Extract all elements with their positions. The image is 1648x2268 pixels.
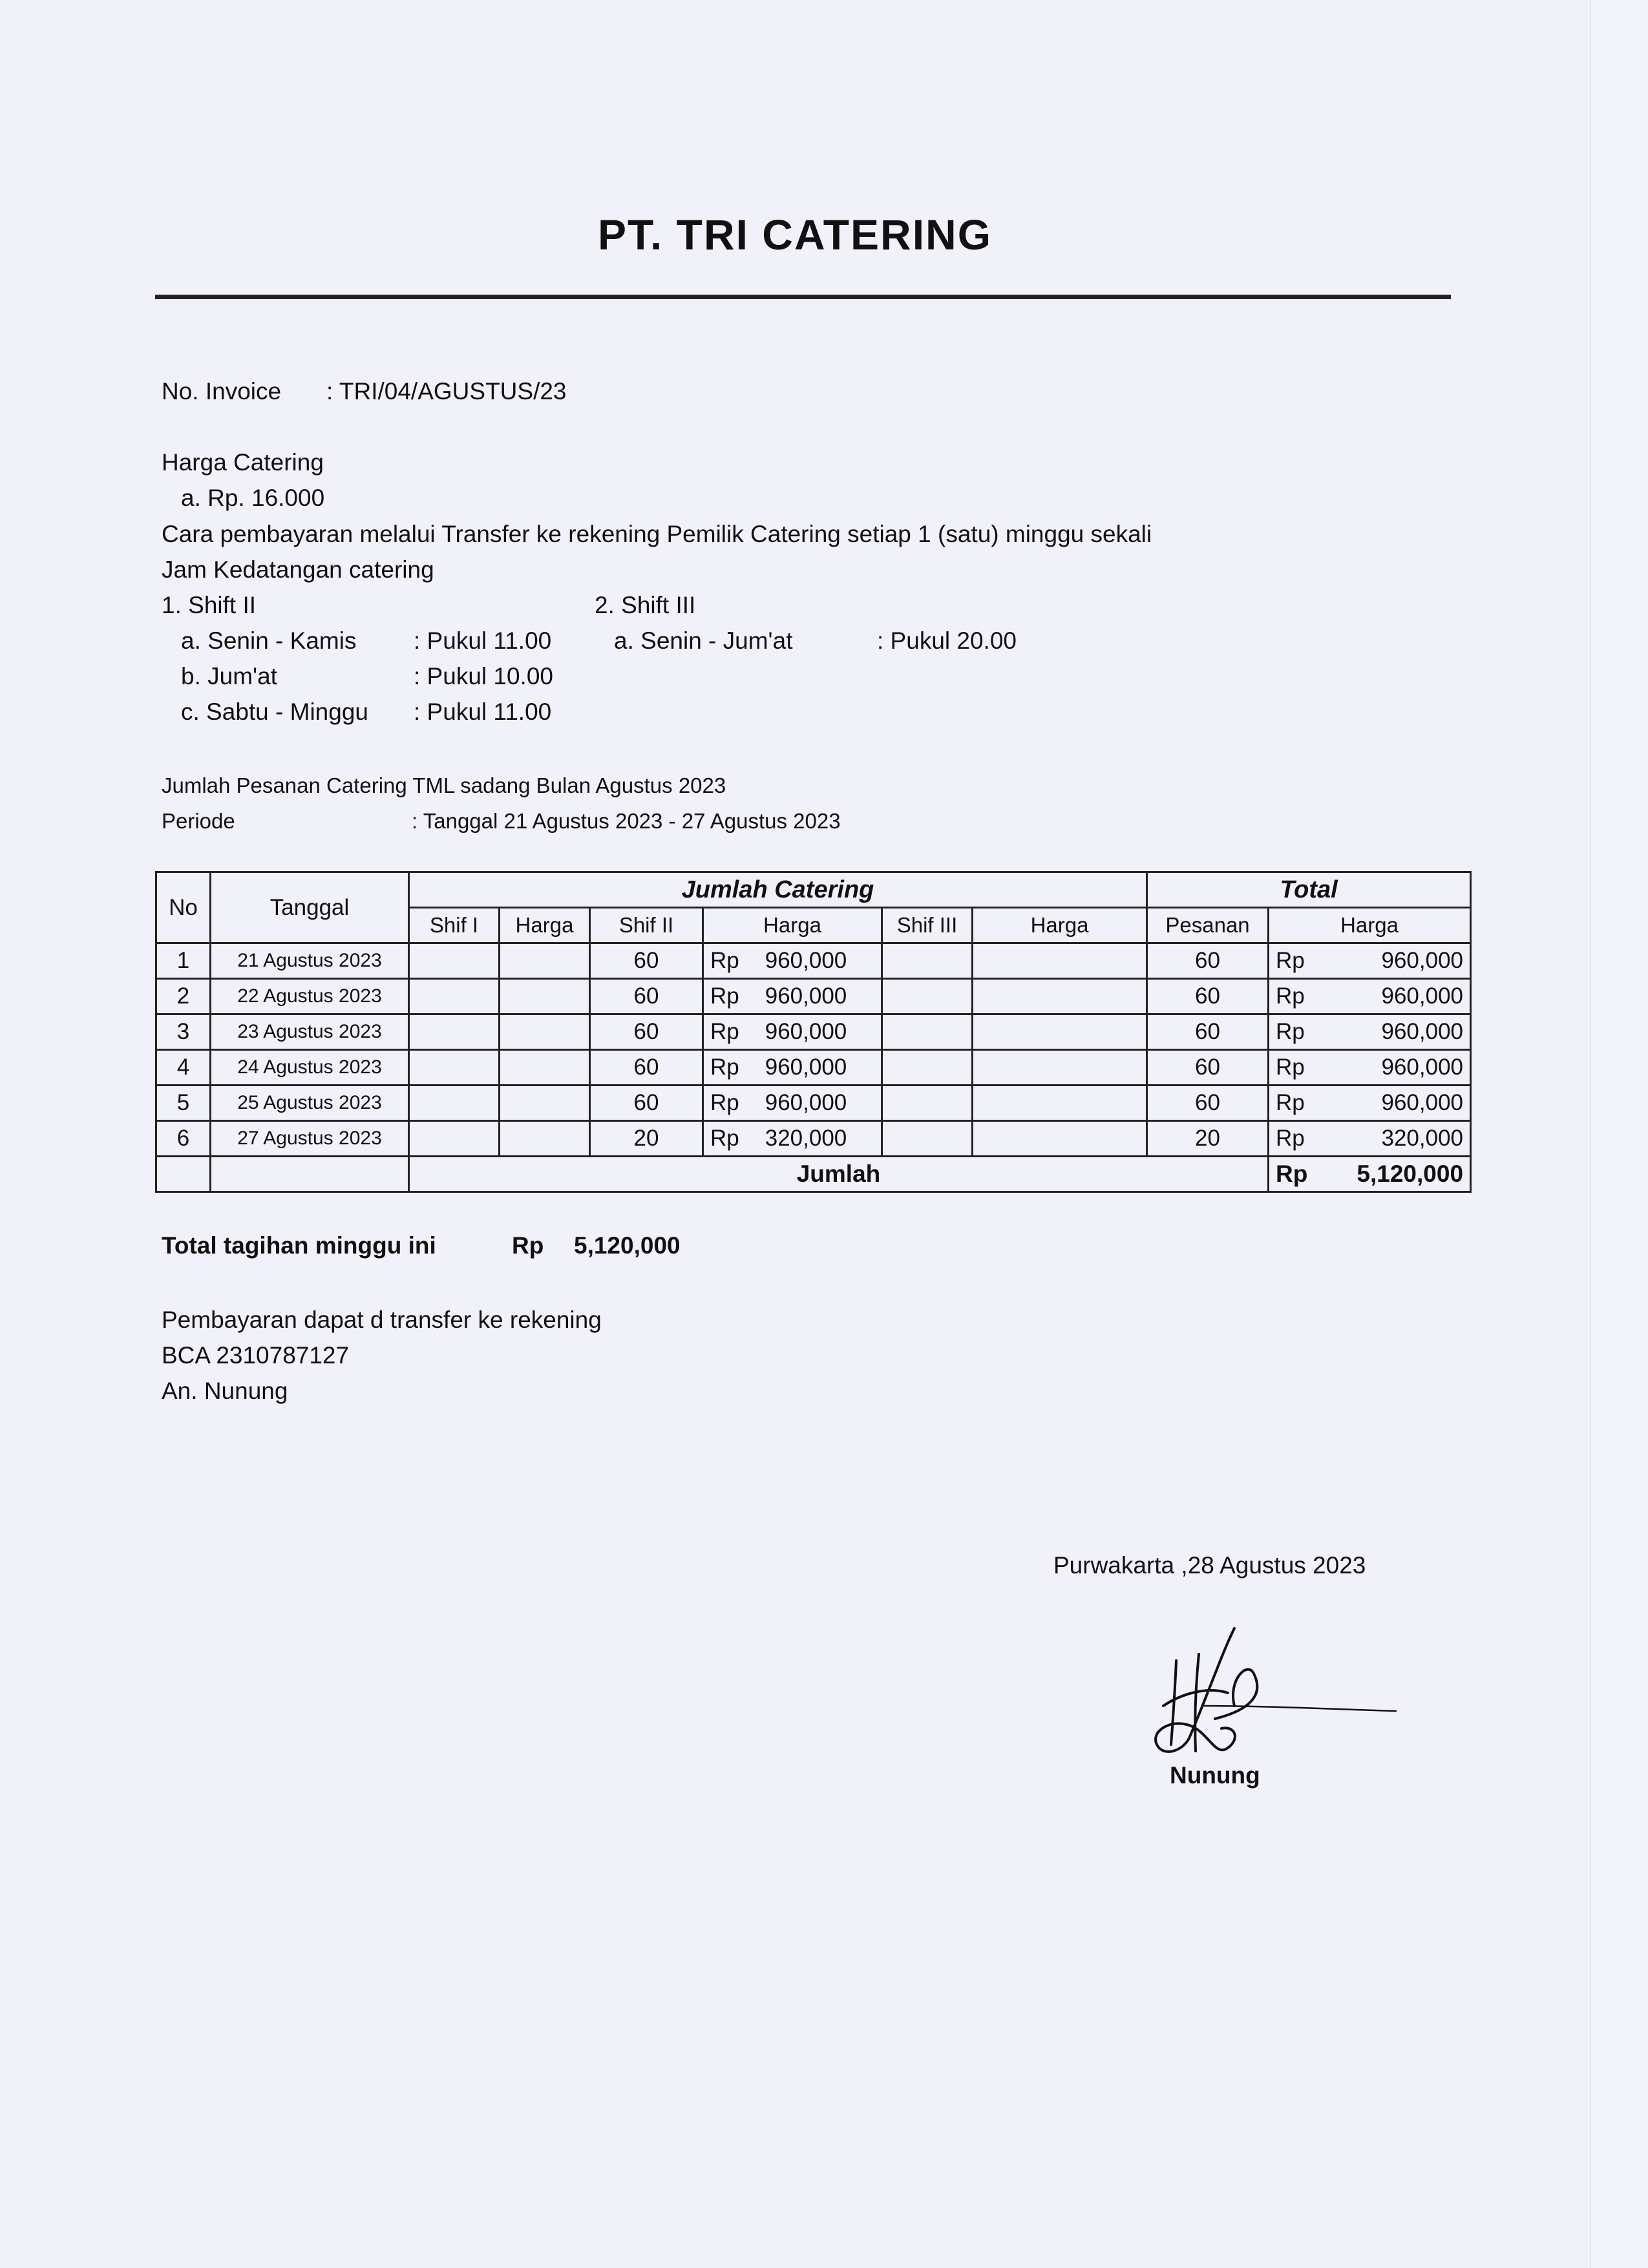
signature-icon (1137, 1615, 1409, 1770)
currency: Rp (1276, 1160, 1308, 1187)
cell-harga2 (703, 1050, 882, 1086)
shift2-day: a. Senin - Kamis (181, 627, 357, 654)
total-bill-currency: Rp (512, 1232, 544, 1259)
currency: Rp (1276, 983, 1305, 1009)
cell-shif2: 60 (590, 1086, 703, 1121)
periode-value: : Tanggal 21 Agustus 2023 - 27 Agustus 2023 (412, 809, 841, 833)
periode-label: Periode (162, 809, 235, 833)
cell-harga1 (500, 1086, 590, 1121)
cell-tanggal: 22 Agustus 2023 (211, 979, 409, 1014)
cell-harga3 (973, 943, 1147, 979)
amount: 960,000 (1381, 983, 1464, 1009)
catering-table (155, 871, 1472, 1193)
cell-tanggal: 21 Agustus 2023 (211, 943, 409, 979)
cell-total (1269, 1014, 1471, 1050)
signer-name: Nunung (1170, 1762, 1260, 1789)
shift2-time: : Pukul 11.00 (414, 627, 552, 654)
bank-account: BCA 2310787127 (162, 1342, 350, 1369)
cell-grand-total (1269, 1157, 1471, 1192)
header-rule (155, 295, 1451, 299)
currency: Rp (1276, 1126, 1305, 1151)
cell-no: 2 (156, 979, 211, 1014)
amount: 960,000 (765, 983, 847, 1009)
amount: 960,000 (1381, 1090, 1464, 1115)
cell-empty (156, 1157, 211, 1192)
table-row (156, 1050, 1471, 1086)
currency: Rp (710, 1055, 739, 1080)
currency: Rp (710, 1126, 739, 1151)
cell-no: 4 (156, 1050, 211, 1086)
cell-harga2 (703, 1086, 882, 1121)
price-item-a: a. Rp. 16.000 (181, 485, 325, 511)
cell-shif2: 60 (590, 1014, 703, 1050)
table-total-row (156, 1157, 1471, 1192)
col-total: Total (1147, 872, 1471, 908)
amount: 960,000 (765, 1019, 847, 1044)
currency: Rp (710, 948, 739, 973)
amount: 960,000 (1381, 948, 1464, 973)
col-jumlah-catering: Jumlah Catering (409, 872, 1147, 908)
cell-harga3 (973, 1121, 1147, 1157)
cell-shif1 (409, 1086, 500, 1121)
cell-no: 5 (156, 1086, 211, 1121)
shift2-time: : Pukul 10.00 (414, 663, 553, 689)
currency: Rp (1276, 1055, 1305, 1080)
amount: 960,000 (1381, 1055, 1464, 1080)
table-row (156, 979, 1471, 1014)
cell-shif3 (882, 943, 973, 979)
cell-harga1 (500, 1050, 590, 1086)
cell-total (1269, 1121, 1471, 1157)
currency: Rp (710, 983, 739, 1009)
cell-shif3 (882, 1121, 973, 1157)
invoice-label: No. Invoice (162, 378, 282, 404)
shift3-title: 2. Shift III (595, 592, 696, 618)
transfer-line: Pembayaran dapat d transfer ke rekening (162, 1307, 602, 1333)
col-harga-total: Harga (1269, 908, 1471, 943)
currency: Rp (710, 1019, 739, 1044)
cell-shif3 (882, 979, 973, 1014)
cell-shif1 (409, 943, 500, 979)
cell-pesanan: 60 (1147, 1050, 1269, 1086)
col-harga2: Harga (703, 908, 882, 943)
cell-total (1269, 1086, 1471, 1121)
cell-pesanan: 60 (1147, 979, 1269, 1014)
shift2-day: c. Sabtu - Minggu (181, 698, 368, 725)
amount: 960,000 (765, 948, 847, 973)
shift3-time: : Pukul 20.00 (877, 627, 1017, 654)
payment-method: Cara pembayaran melalui Transfer ke rekening Pemilik Catering setiap 1 (satu) minggu sekali (162, 521, 1152, 547)
cell-total (1269, 1050, 1471, 1086)
cell-tanggal: 27 Agustus 2023 (211, 1121, 409, 1157)
col-shif2: Shif II (590, 908, 703, 943)
cell-pesanan: 20 (1147, 1121, 1269, 1157)
cell-harga1 (500, 979, 590, 1014)
cell-shif3 (882, 1014, 973, 1050)
cell-tanggal: 23 Agustus 2023 (211, 1014, 409, 1050)
cell-harga2 (703, 1014, 882, 1050)
cell-shif2: 20 (590, 1121, 703, 1157)
cell-harga3 (973, 1014, 1147, 1050)
shift2-title: 1. Shift II (162, 592, 257, 618)
amount: 5,120,000 (1357, 1160, 1464, 1187)
cell-total (1269, 979, 1471, 1014)
table-row (156, 1014, 1471, 1050)
col-tanggal: Tanggal (211, 872, 409, 943)
amount: 960,000 (1381, 1019, 1464, 1044)
cell-shif3 (882, 1050, 973, 1086)
currency: Rp (710, 1090, 739, 1115)
cell-tanggal: 25 Agustus 2023 (211, 1086, 409, 1121)
cell-harga2 (703, 1121, 882, 1157)
table-header-row (156, 872, 1471, 908)
cell-pesanan: 60 (1147, 1014, 1269, 1050)
table-row (156, 1086, 1471, 1121)
cell-empty (211, 1157, 409, 1192)
amount: 960,000 (765, 1055, 847, 1080)
col-no: No (156, 872, 211, 943)
col-harga3: Harga (973, 908, 1147, 943)
cell-shif1 (409, 1014, 500, 1050)
cell-no: 6 (156, 1121, 211, 1157)
cell-no: 1 (156, 943, 211, 979)
summary-line: Jumlah Pesanan Catering TML sadang Bulan Agustus 2023 (162, 773, 726, 797)
table-row (156, 943, 1471, 979)
cell-shif2: 60 (590, 979, 703, 1014)
currency: Rp (1276, 948, 1305, 973)
amount: 320,000 (1381, 1126, 1464, 1151)
cell-shif1 (409, 979, 500, 1014)
col-harga1: Harga (500, 908, 590, 943)
cell-shif2: 60 (590, 1050, 703, 1086)
col-pesanan: Pesanan (1147, 908, 1269, 943)
cell-shif1 (409, 1121, 500, 1157)
cell-harga1 (500, 1121, 590, 1157)
amount: 320,000 (765, 1126, 847, 1151)
cell-harga3 (973, 1050, 1147, 1086)
cell-tanggal: 24 Agustus 2023 (211, 1050, 409, 1086)
cell-no: 3 (156, 1014, 211, 1050)
cell-pesanan: 60 (1147, 943, 1269, 979)
cell-pesanan: 60 (1147, 1086, 1269, 1121)
cell-harga2 (703, 943, 882, 979)
shift3-day: a. Senin - Jum'at (614, 627, 793, 654)
cell-shif1 (409, 1050, 500, 1086)
cell-harga3 (973, 979, 1147, 1014)
total-bill-label: Total tagihan minggu ini (162, 1232, 436, 1259)
col-shif3: Shif III (882, 908, 973, 943)
cell-shif2: 60 (590, 943, 703, 979)
currency: Rp (1276, 1090, 1305, 1115)
invoice-number: : TRI/04/AGUSTUS/23 (326, 378, 567, 404)
cell-harga1 (500, 943, 590, 979)
company-title: PT. TRI CATERING (597, 211, 993, 258)
table-row (156, 1121, 1471, 1157)
cell-shif3 (882, 1086, 973, 1121)
col-shif1: Shif I (409, 908, 500, 943)
cell-harga3 (973, 1086, 1147, 1121)
cell-harga1 (500, 1014, 590, 1050)
cell-harga2 (703, 979, 882, 1014)
total-label: Jumlah (409, 1157, 1269, 1192)
amount: 960,000 (765, 1090, 847, 1115)
currency: Rp (1276, 1019, 1305, 1044)
cell-total (1269, 943, 1471, 979)
arrival-heading: Jam Kedatangan catering (162, 556, 434, 583)
price-heading: Harga Catering (162, 449, 324, 476)
account-holder: An. Nunung (162, 1378, 288, 1404)
total-bill-value: 5,120,000 (574, 1232, 681, 1259)
shift2-day: b. Jum'at (181, 663, 277, 689)
shift2-time: : Pukul 11.00 (414, 698, 552, 725)
place-date: Purwakarta ,28 Agustus 2023 (1053, 1552, 1366, 1579)
